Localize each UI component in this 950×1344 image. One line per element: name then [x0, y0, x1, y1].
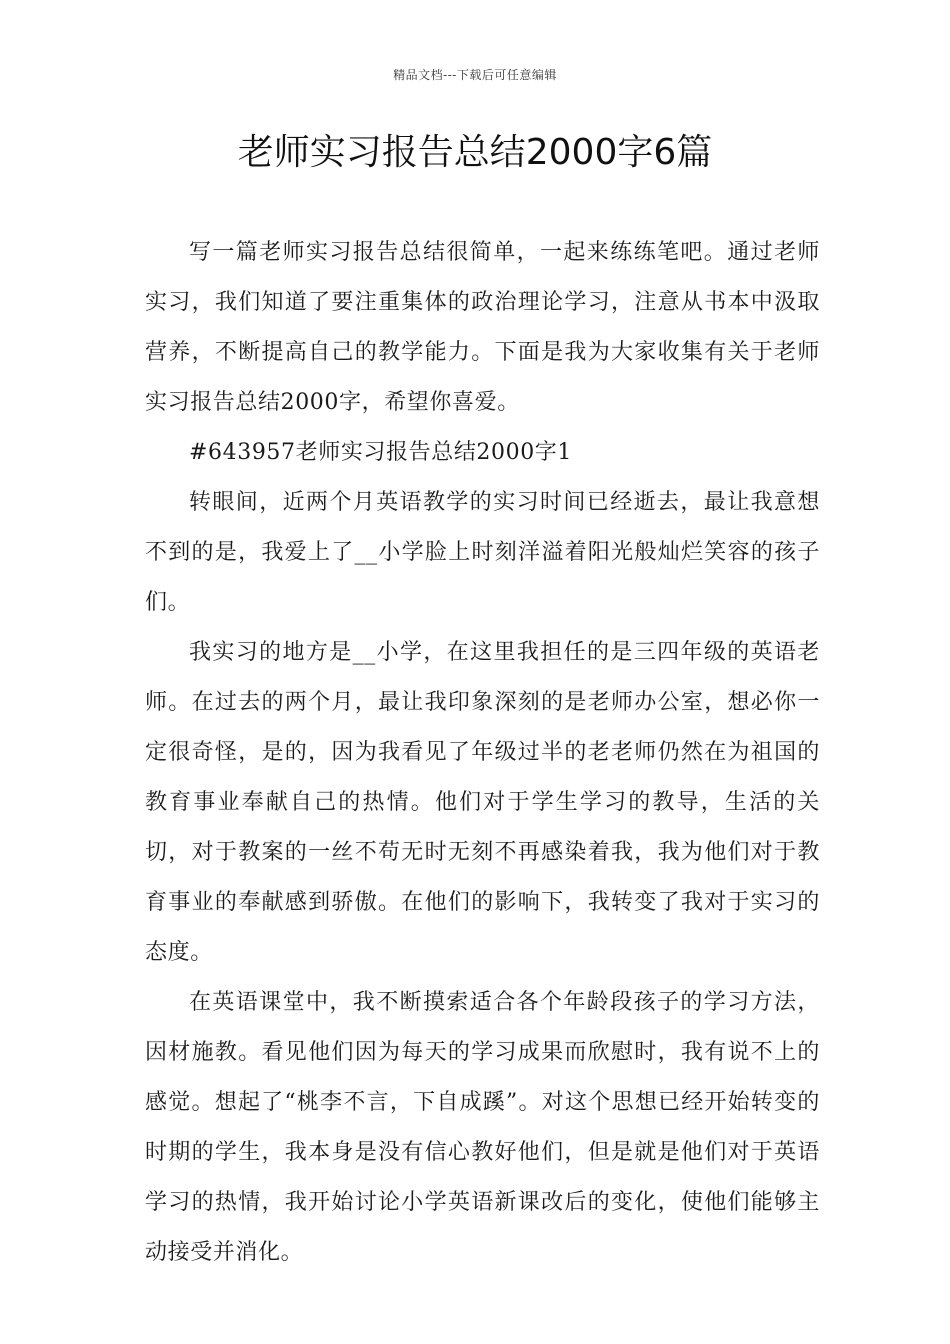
- intro-paragraph: 写一篇老师实习报告总结很简单，一起来练练笔吧。通过老师实习，我们知道了要注重集体的政治理论学习，注意从书本中汲取营养，不断提高自己的教学能力。下面是我为大家收集有关于老师实习报告总结2000字，希望你喜爱。: [145, 240, 820, 415]
- body-paragraph: 我实习的地方是__小学，在这里我担任的是三四年级的英语老师。在过去的两个月，最让我印象深刻的是老师办公室，想必你一定很奇怪，是的，因为我看见了年级过半的老老师仍然在为祖国的教育事业奉献自己的热情。他们对于学生学习的教导，生活的关切，对于教案的一丝不苟无时无刻不再感染着我，我为他们对于教育事业的奉献感到骄傲。在他们的影响下，我转变了我对于实习的态度。: [145, 640, 820, 965]
- body-paragraph: 在英语课堂中，我不断摸索适合各个年龄段孩子的学习方法，因材施教。看见他们因为每天的学习成果而欣慰时，我有说不上的感觉。想起了“桃李不言，下自成蹊”。对这个思想已经开始转变的时期的学生，我本身是没有信心教好他们，但是就是他们对于英语学习的热情，我开始讨论小学英语新课改后的变化，使他们能够主动接受并消化。: [145, 990, 820, 1265]
- document-body: [145, 228, 820, 1278]
- section-heading: #643957老师实习报告总结2000字1: [189, 440, 573, 465]
- body-paragraph: 转眼间，近两个月英语教学的实习时间已经逝去，最让我意想不到的是，我爱上了__小学脸上时刻洋溢着阳光般灿烂笑容的孩子们。: [145, 490, 820, 615]
- page-header-note: 精品文档---下载后可任意编辑: [393, 68, 557, 82]
- document-title: 老师实习报告总结2000字6篇: [237, 132, 713, 173]
